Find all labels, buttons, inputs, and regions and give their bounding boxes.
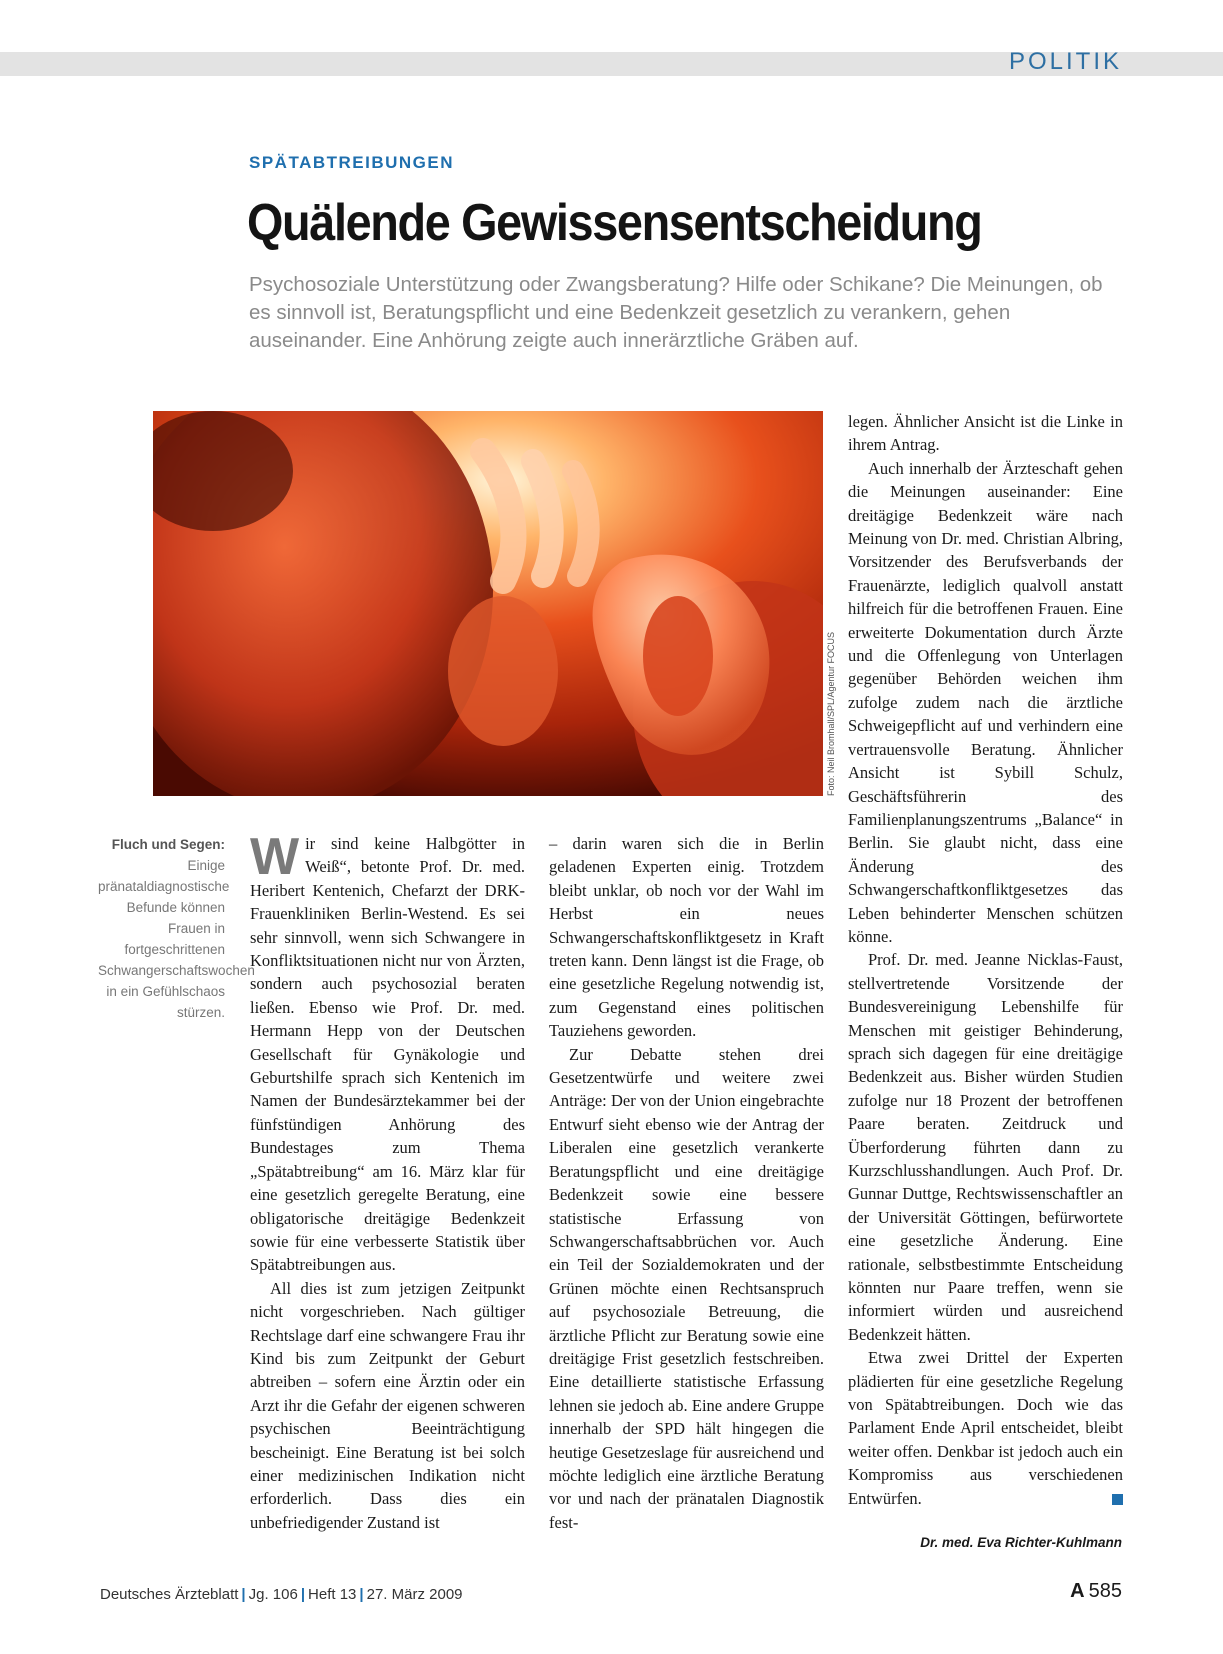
fetus-photo — [153, 411, 823, 796]
footer-citation — [100, 1586, 463, 1603]
paragraph: Zur Debatte stehen drei Gesetzentwürfe und weitere zwei Anträge: Der von der Union eingebrachte Entwurf sieht ebenso wie der Antrag der Liberalen eine gesetzlich verankerte Beratungspflicht und eine dreitägige Bedenkzeit sowie eine bessere statistische Erfassung von Schwangerschaftsabbrüchen vor. Auch ein Teil der Sozialdemokraten und der Grünen möchte einen Rechtsanspruch auf psychosoziale Betreuung, die ärztliche Pflicht zur Beratung sowie eine dreitägige Frist gesetzlich festschreiben. Eine detaillierte statistische Erfassung lehnen sie jedoch ab. Eine andere Gruppe innerhalb der SPD hält hingegen die heutige Gesetzeslage für ausreichend und möchte lediglich eine ärztliche Beratung vor und nach der pränatalen Diagnostik fest- — [549, 1044, 824, 1532]
article-column-2 — [549, 832, 824, 1534]
fetus-photo-graphic — [153, 411, 823, 796]
issue: Heft 13 — [308, 1586, 357, 1603]
end-mark-icon — [1112, 1494, 1123, 1505]
volume: Jg. 106 — [248, 1586, 298, 1603]
paragraph: Auch innerhalb der Ärzteschaft gehen die Meinungen auseinander: Eine dreitägige Bedenkzeit wäre nach Meinung von Dr. med. Christian Albring, Vorsitzender des Berufsverbands der Frauenärzte, lediglich qualvoll anstatt hilfreich für die betroffenen Frauen. Eine erweiterte Dokumentation durch Ärzte und die Offenlegung von Unterlagen gegenüber Behörden weichen ihm zufolge zudem nach die ärztliche Schweigepflicht auf und verhindern eine vertrauensvolle Beratung. Ähnlicher Ansicht ist Sybill Schulz, Geschäftsführerin des Familienplanungszentrums „Balance“ in Berlin. Sie glaubt nicht, dass eine Änderung des Schwangerschaftkonfliktgesetzes das Leben behinderter Menschen schützen könne. — [848, 458, 1123, 946]
separator: | — [359, 1586, 364, 1603]
photo-credit: Foto: Neil Bromhall/SPL/Agentur FOCUS — [826, 631, 836, 796]
separator: | — [241, 1586, 246, 1603]
caption-text: Einige pränataldiagnostische Befunde können Frauen in fortgeschrittenen Schwangerschaftswochen in ein Gefühlschaos stürzen. — [98, 858, 255, 1020]
dropcap: W — [250, 828, 300, 886]
issue-date: 27. März 2009 — [366, 1586, 463, 1603]
separator: | — [300, 1586, 306, 1603]
paragraph — [250, 828, 525, 1277]
paragraph: – darin waren sich die in Berlin geladenen Experten einig. Trotzdem bleibt unklar, ob noch vor der Wahl im Herbst ein neues Schwangerschaftskonfliktgesetz in Kraft treten kann. Denn längst ist die Frage, ob eine gesetzliche Regelung notwendig ist, zum Gegenstand eines politischen Tauziehens geworden. — [549, 834, 824, 1041]
author: Dr. med. Eva Richter-Kuhlmann — [920, 1535, 1122, 1550]
article-lead: Psychosoziale Unterstützung oder Zwangsberatung? Hilfe oder Schikane? Die Meinungen, ob es sinnvoll ist, Beratungspflicht und eine Bedenkzeit gesetzlich zu verankern, gehen auseinander. Eine Anhörung zeigte auch innerärztliche Gräben auf. — [249, 273, 1103, 352]
article-headline: Quälende Gewissensentscheidung — [247, 194, 982, 252]
article-kicker: SPÄTABTREIBUNGEN — [249, 153, 455, 172]
page-number-value: 585 — [1088, 1580, 1122, 1602]
page-number — [1070, 1580, 1122, 1603]
page-prefix: A — [1070, 1580, 1085, 1602]
paragraph: legen. Ähnlicher Ansicht ist die Linke in ihrem Antrag. — [848, 412, 1123, 455]
article-column-3 — [848, 410, 1123, 1510]
journal-name: Deutsches Ärzteblatt — [100, 1586, 239, 1603]
paragraph: All dies ist zum jetzigen Zeitpunkt nicht vorgeschrieben. Nach gültiger Rechtslage darf eine schwangere Frau ihr Kind bis zum Zeitpunkt der Geburt abtreiben – sofern eine Ärztin oder ein Arzt ihr die Gefahr der eigenen schweren psychischen Beeinträchtigung bescheinigt. Eine Beratung ist bei solch einer medizinischen Indikation nicht erforderlich. Dass dies ein unbefriedigender Zustand ist — [250, 1278, 525, 1532]
photo-caption — [98, 834, 255, 1023]
paragraph: Prof. Dr. med. Jeanne Nicklas-Faust, stellvertretende Vorsitzende der Bundesvereinigung Lebenshilfe für Menschen mit geistiger Behinderung, sprach sich dagegen für eine dreitägige Bedenkzeit aus. Bisher würden Studien zufolge nur 18 Prozent der betroffenen Paare beraten. Zeitdruck und Überforderung führten dann zu Kurzschlusshandlungen. Auch Prof. Dr. Gunnar Duttge, Rechtswissenschaftler an der Universität Göttingen, befürwortete eine gesetzliche Änderung. Eine rationale, selbstbestimmte Entscheidung könnten nur Paare treffen, wenn sie informiert würden und ausreichend Bedenkzeit hätten. — [848, 950, 1123, 1344]
paragraph-text: ir sind keine Halbgötter in Weiß“, betonte Prof. Dr. med. Heribert Kentenich, Chefarzt der DRK-Frauenkliniken Berlin-Westend. Es sei sehr sinnvoll, wenn sich Schwangere in Konfliktsituationen nicht nur von Ärzten, sondern auch psychosozial beraten ließen. Ebenso wie Prof. Dr. med. Hermann Hepp von der Deutschen Gesellschaft für Gynäkologie und Geburtshilfe sprach sich Kentenich im Namen der Bundesärztekammer bei der fünfstündigen Anhörung des Bundestages zum Thema „Spätabtreibung“ am 16. März klar für eine gesetzlich geregelte Beratung, eine obligatorische dreitägige Bedenkzeit sowie für eine verbesserte Statistik über Spätabtreibungen aus. — [250, 834, 525, 1275]
paragraph-last — [848, 1346, 1123, 1510]
section-label: POLITIK — [1008, 48, 1122, 75]
article-column-1 — [250, 828, 525, 1534]
caption-title: Fluch und Segen: — [111, 837, 225, 852]
paragraph-text: Etwa zwei Drittel der Experten plädierten für eine gesetzliche Regelung von Spätabtreibungen. Doch wie das Parlament Ende April entscheidet, bleibt weiter offen. Denkbar ist jedoch auch ein Kompromiss aus verschiedenen Entwürfen. — [848, 1348, 1123, 1508]
